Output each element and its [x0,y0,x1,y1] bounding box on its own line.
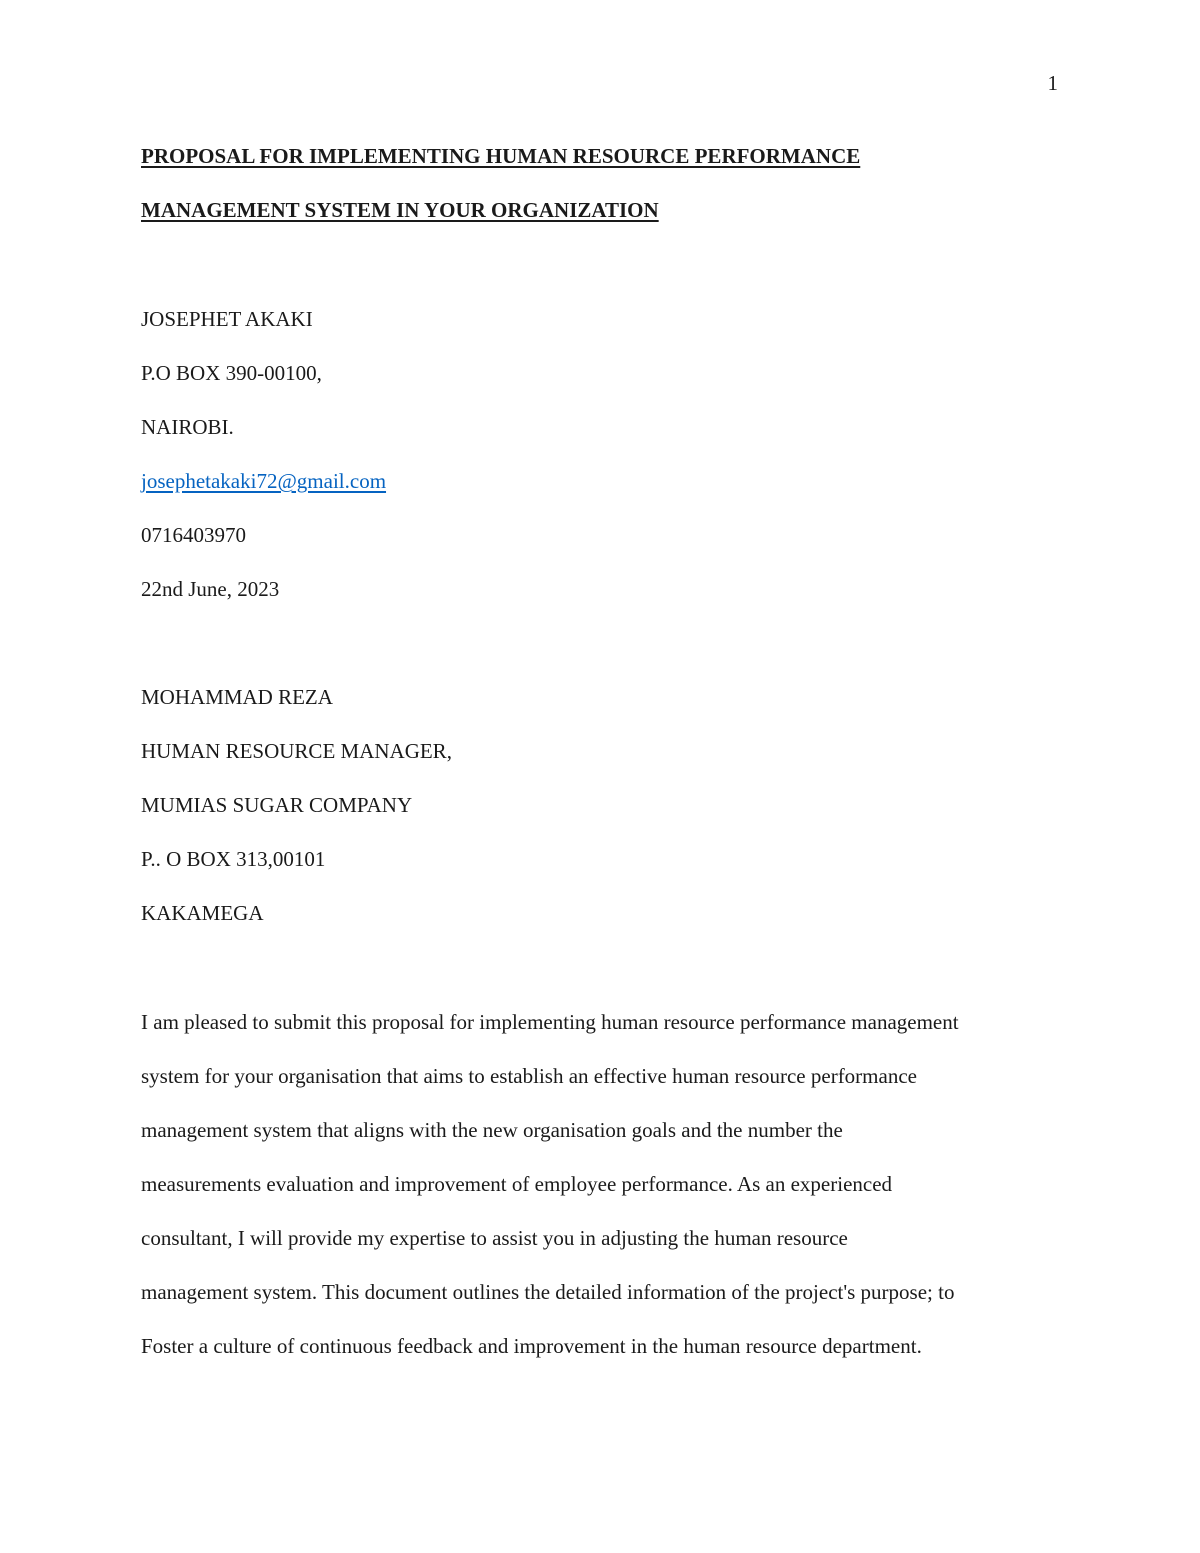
sender-name: JOSEPHET AKAKI [141,307,313,331]
sender-address: P.O BOX 390-00100, [141,361,322,385]
proposal-title-line-1: PROPOSAL FOR IMPLEMENTING HUMAN RESOURCE PERFORMANCE [141,144,861,168]
recipient-city: KAKAMEGA [141,901,264,925]
body-line: I am pleased to submit this proposal for implementing human resource performance management [141,1010,959,1034]
body-line: management system that aligns with the new organisation goals and the number the [141,1118,843,1142]
recipient-address: P.. O BOX 313,00101 [141,847,326,871]
body-line: measurements evaluation and improvement of employee performance. As an experienced [141,1172,893,1196]
recipient-name: MOHAMMAD REZA [141,685,333,709]
sender-email-link[interactable]: josephetakaki72@gmail.com [141,469,387,493]
body-line: consultant, I will provide my expertise to assist you in adjusting the human resource [141,1226,848,1250]
body-line: Foster a culture of continuous feedback and improvement in the human resource department. [141,1334,922,1358]
body-line: system for your organisation that aims to establish an effective human resource performance [141,1064,917,1088]
letter-date: 22nd June, 2023 [141,577,280,601]
recipient-company: MUMIAS SUGAR COMPANY [141,793,413,817]
body-line: management system. This document outlines the detailed information of the project's purpose; to [141,1280,955,1304]
proposal-title-line-2: MANAGEMENT SYSTEM IN YOUR ORGANIZATION [141,198,659,222]
sender-phone: 0716403970 [141,523,246,547]
page-number: 1 [1047,71,1058,95]
sender-city: NAIROBI. [141,415,234,439]
recipient-title: HUMAN RESOURCE MANAGER, [141,739,452,763]
